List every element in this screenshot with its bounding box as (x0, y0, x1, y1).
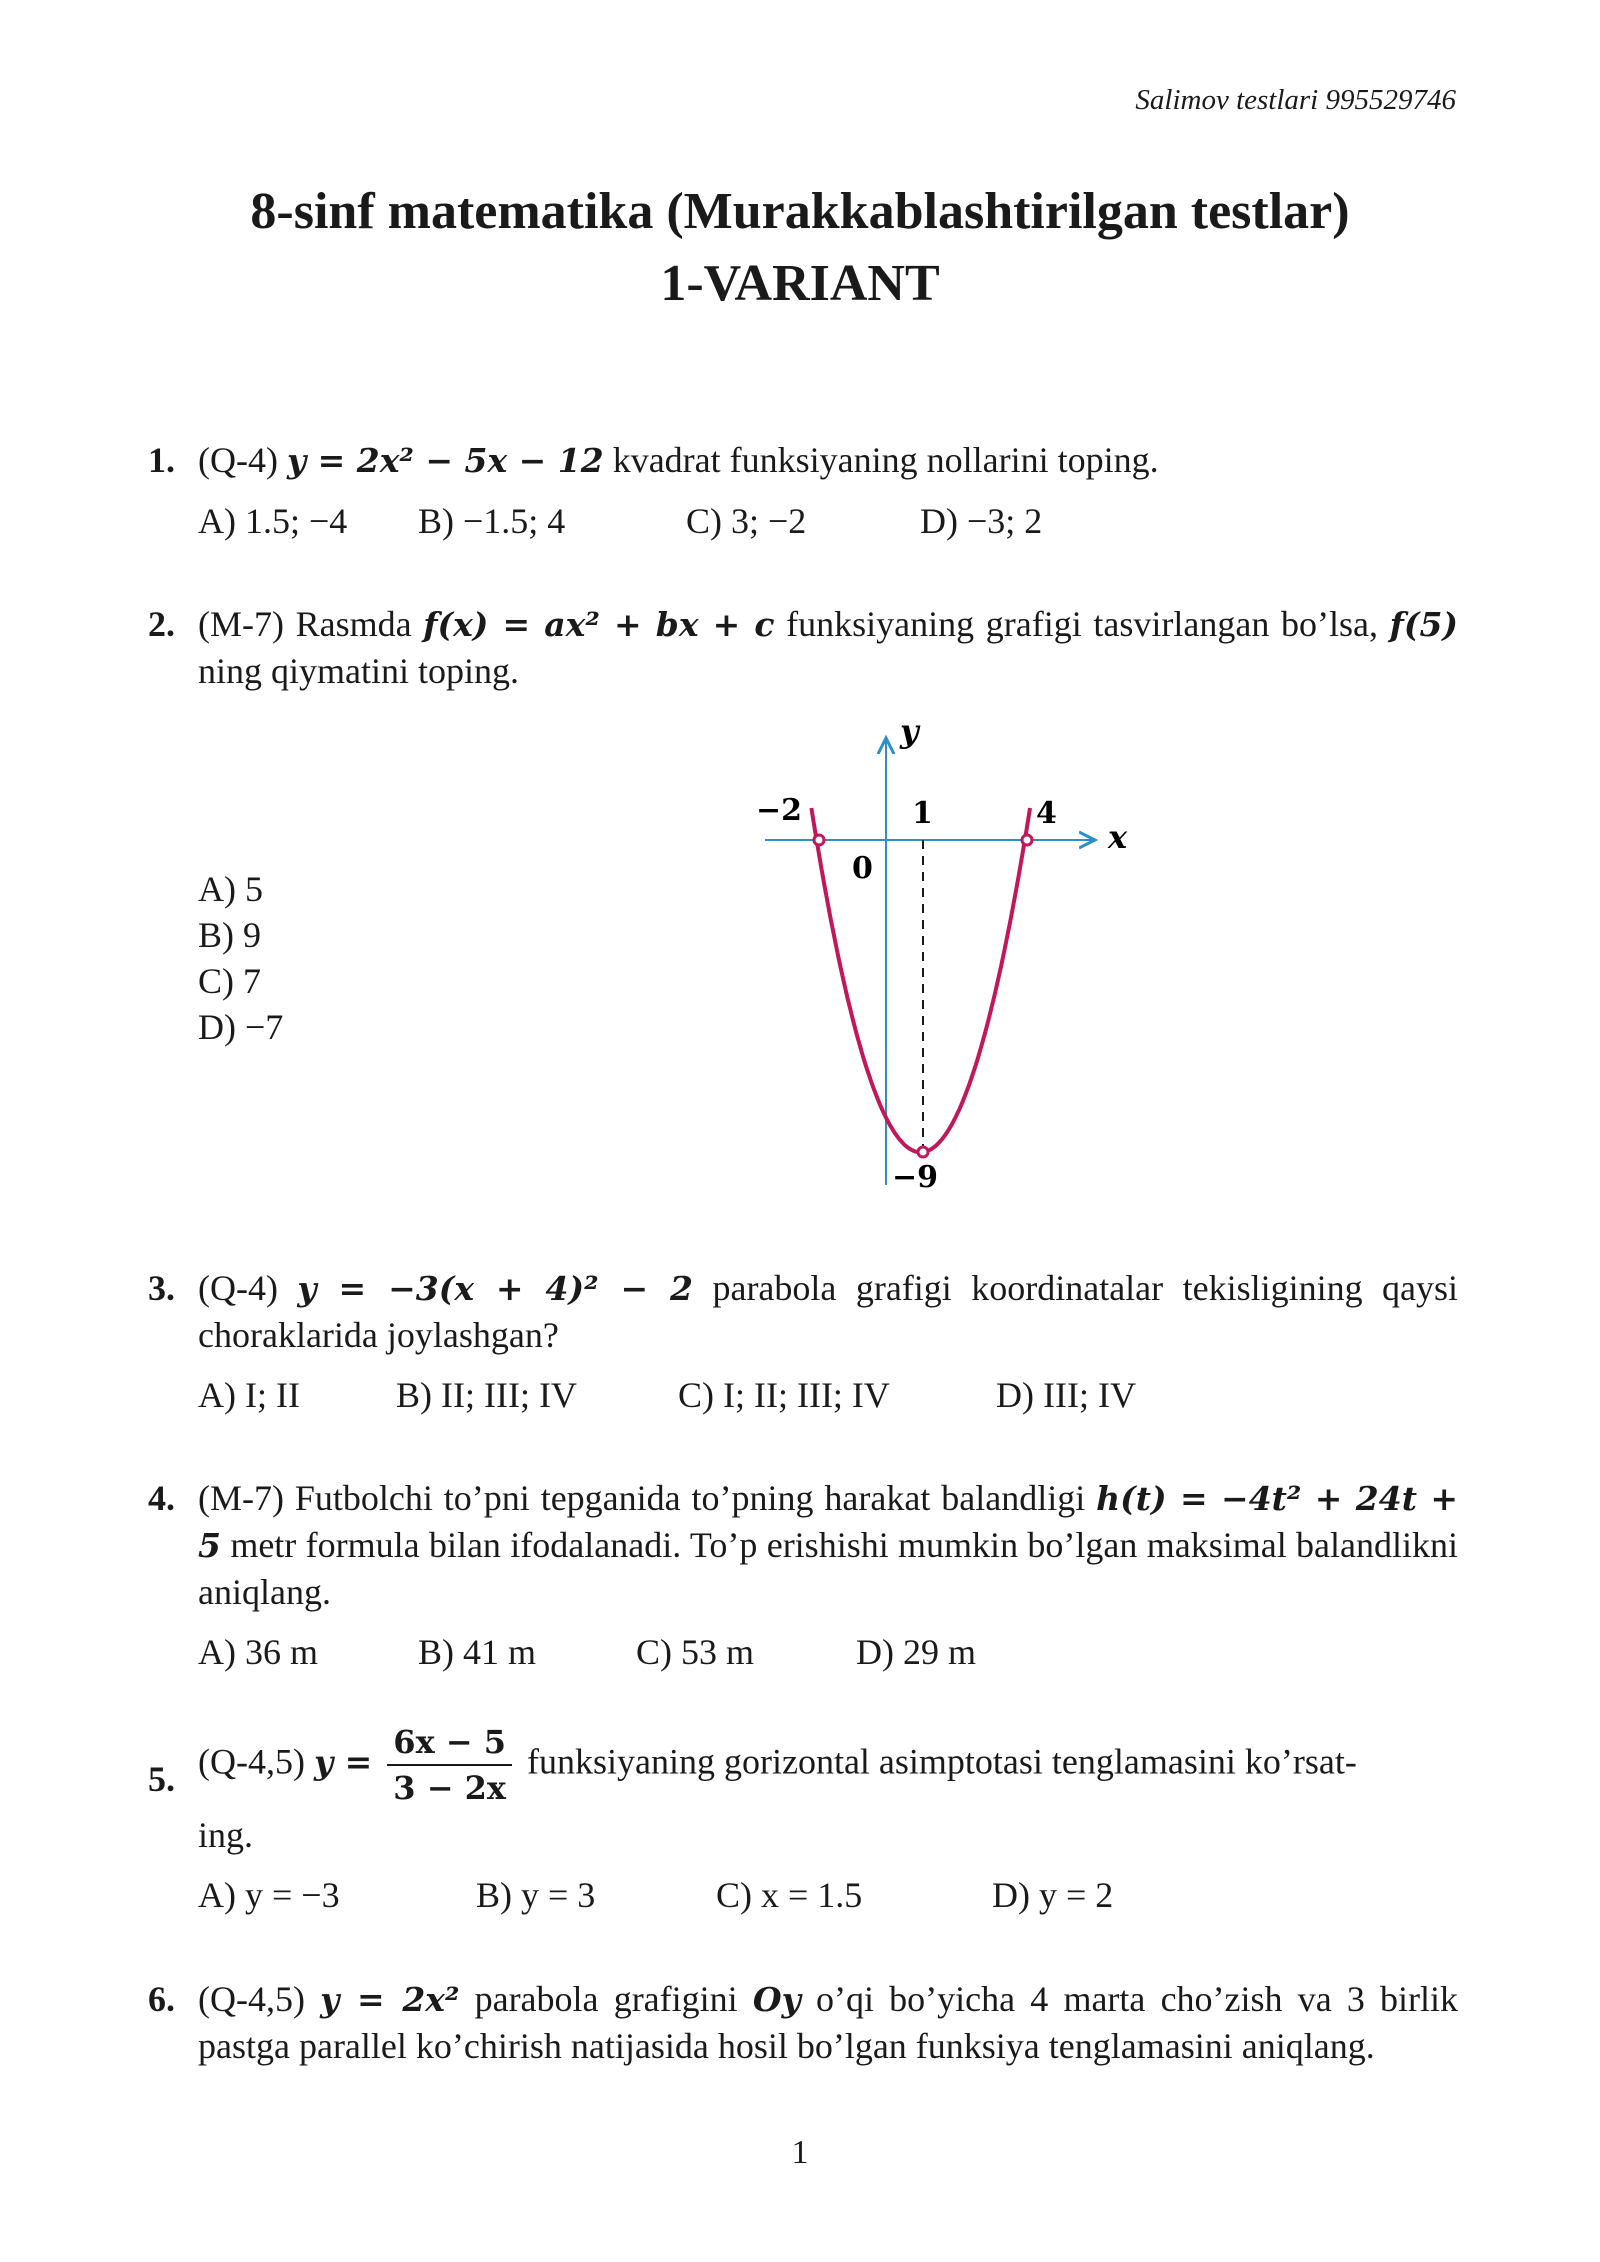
answer-option-c[interactable]: C) x = 1.5 (716, 1875, 863, 1915)
question-text: Rasmda (295, 604, 412, 644)
answer-option-d[interactable]: D) −7 (198, 1007, 284, 1047)
parabola-curve (811, 808, 1030, 1152)
answer-option-b[interactable]: B) 41 m (418, 1632, 537, 1672)
parabola-graph (740, 710, 1160, 1200)
answer-option-a[interactable]: A) 5 (198, 869, 263, 909)
question-text: funksiyaning grafigi tasvirlangan bo’lsa, (786, 604, 1378, 644)
question-tag: (Q-4) (198, 440, 278, 480)
answer-option-d[interactable]: D) III; IV (996, 1375, 1136, 1415)
question-number: 6. (148, 1979, 175, 2019)
answer-option-b[interactable]: B) y = 3 (476, 1875, 596, 1915)
answer-option-c[interactable]: C) I; II; III; IV (678, 1375, 890, 1415)
question-text: Futbolchi to’pni tepganida to’pning harakat balandligi (294, 1478, 1086, 1518)
question-tag: (Q-4) (198, 1268, 278, 1308)
formula: y = −3(x + 4)² − 2 (297, 1269, 694, 1308)
formula: h(t) = −4t² + 24t + 5 (198, 1479, 1458, 1565)
formula: Oy (752, 1980, 801, 2019)
answer-option-c[interactable]: C) 53 m (636, 1632, 755, 1672)
question-2 (148, 601, 1458, 694)
question-6 (148, 1976, 1458, 2069)
answer-option-a[interactable]: A) y = −3 (198, 1875, 340, 1915)
question-text: ing. (198, 1815, 254, 1855)
answer-options (198, 866, 283, 1050)
question-tag: (M-7) (198, 604, 284, 644)
answer-option-b[interactable]: B) −1.5; 4 (418, 501, 566, 541)
x-axis-label: x (1108, 818, 1128, 856)
vertex-y-label: −9 (892, 1160, 939, 1195)
question-5 (148, 1720, 1458, 1918)
question-text: ning qiymatini toping. (198, 651, 519, 691)
question-tag: (Q-4,5) (198, 1979, 305, 2019)
root-label-left: −2 (756, 793, 803, 828)
root-label-right: 4 (1036, 796, 1057, 831)
question-number: 2. (148, 604, 175, 644)
answer-option-d[interactable]: D) y = 2 (992, 1875, 1114, 1915)
root-point-right (1022, 835, 1032, 845)
answer-option-c[interactable]: C) 7 (198, 961, 261, 1001)
answer-options (198, 1629, 1458, 1675)
answer-option-b[interactable]: B) 9 (198, 915, 261, 955)
answer-option-a[interactable]: A) 1.5; −4 (198, 501, 348, 541)
answer-options (198, 1872, 1458, 1918)
formula: f(x) = ax² + bx + c (423, 605, 775, 644)
question-number: 5. (148, 1759, 175, 1799)
question-text: parabola grafigi koordinatalar tekisligining qaysi choraklarida joylashgan? (198, 1268, 1459, 1355)
answer-option-c[interactable]: C) 3; −2 (686, 501, 807, 541)
question-tag: (M-7) (198, 1478, 284, 1518)
formula: f(5) (1389, 605, 1459, 644)
page-title: 8-sinf matematika (Murakkablashtirilgan testlar) (250, 183, 1350, 240)
formula: y = 2x² (320, 1980, 460, 2019)
variant-title: 1-VARIANT (660, 255, 940, 312)
answer-options (198, 498, 1458, 544)
header-note: Salimov testlari 995529746 (1135, 84, 1456, 116)
formula: y = (313, 1742, 373, 1782)
question-text: o’qi bo’yicha 4 marta cho’zish va 3 birlik pastga parallel ko’chirish natijasida hosil bo’lgan funksiya tenglamasini aniqlang. (198, 1979, 1459, 2066)
question-number: 1. (148, 440, 175, 480)
y-axis-label: y (900, 712, 919, 750)
fraction-denominator: 3 − 2x (393, 1769, 506, 1807)
vertex-point (918, 1147, 928, 1157)
question-number: 3. (148, 1268, 175, 1308)
question-tag: (Q-4,5) (198, 1741, 305, 1782)
page-number: 1 (791, 2134, 809, 2171)
vertex-x-label: 1 (912, 796, 933, 831)
formula: y = 2x² − 5x − 12 (286, 441, 604, 480)
question-4 (148, 1475, 1458, 1675)
answer-options (198, 1372, 1458, 1418)
answer-option-a[interactable]: A) I; II (198, 1375, 300, 1415)
answer-option-b[interactable]: B) II; III; IV (396, 1375, 577, 1415)
fraction (387, 1720, 512, 1810)
answer-option-d[interactable]: D) −3; 2 (920, 501, 1043, 541)
answer-option-d[interactable]: D) 29 m (856, 1632, 976, 1672)
answer-option-a[interactable]: A) 36 m (198, 1632, 318, 1672)
question-3 (148, 1265, 1458, 1418)
root-point-left (814, 835, 824, 845)
question-1 (148, 437, 1458, 544)
origin-label: 0 (852, 851, 873, 886)
question-text: metr formula bilan ifodalanadi. To’p erishishi mumkin bo’lgan maksimal balandlikni aniqlang. (198, 1525, 1459, 1612)
question-text: parabola grafigini (474, 1979, 738, 2019)
question-number: 4. (148, 1478, 175, 1518)
question-text: funksiyaning gorizontal asimptotasi tenglamasini ko’rsat- (527, 1741, 1357, 1782)
fraction-numerator: 6x − 5 (387, 1720, 512, 1766)
question-text: kvadrat funksiyaning nollarini toping. (612, 440, 1159, 480)
